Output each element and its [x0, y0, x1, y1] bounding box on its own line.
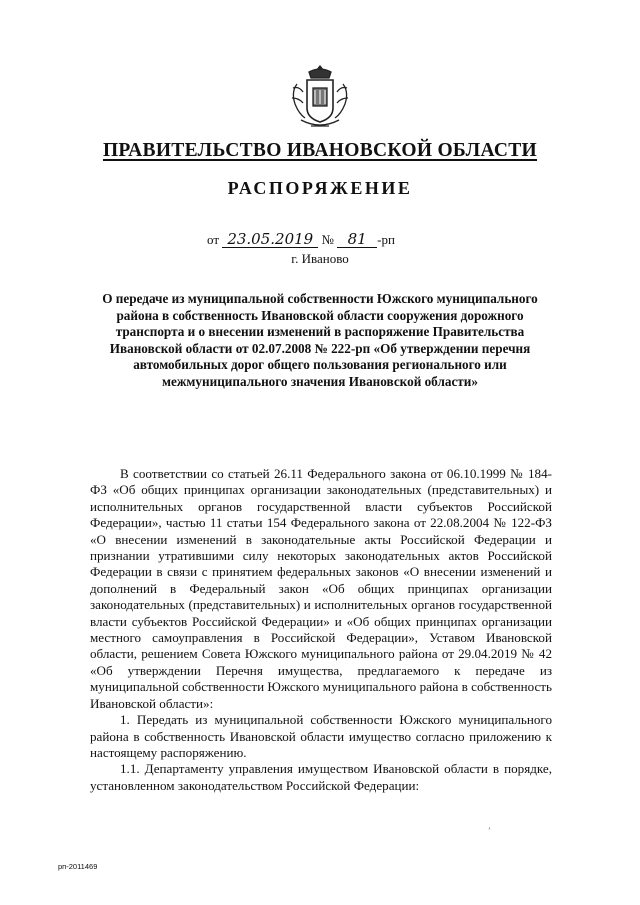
- scan-mark: ’: [488, 826, 491, 835]
- city-name: г. Иваново: [291, 251, 349, 266]
- number-prefix: №: [321, 232, 334, 247]
- date-prefix: от: [207, 232, 220, 247]
- footer-code: рп-2011469: [58, 862, 98, 871]
- coat-of-arms-emblem: [289, 62, 351, 132]
- date-number-line: [207, 231, 395, 248]
- item-1-1-paragraph: 1.1. Департаменту управления имуществом Ивановской области в порядке, установленном законодательством Российской Федерации:: [90, 761, 552, 793]
- handwritten-date: 23.05.2019: [222, 231, 318, 248]
- item-1-paragraph: 1. Передать из муниципальной собственности Южского муниципального района в собственность Ивановской области имущество согласно приложению к настоящему распоряжению.: [90, 712, 552, 760]
- document-type-heading: РАСПОРЯЖЕНИЕ: [227, 178, 413, 198]
- document-body: [90, 466, 552, 794]
- handwritten-number: 81: [337, 231, 377, 248]
- document-title: О передаче из муниципальной собственности Южского муниципального района в собственность Ивановской области сооружения дорожного транспорта и о внесении изменений в распоряжение Правительства Ивановской области от 02.07.2008 № 222-рп «Об утверждении перечня автомобильных дорог общего пользования регионального или межмуниципального значения Ивановской области»: [102, 291, 538, 389]
- government-name: ПРАВИТЕЛЬСТВО ИВАНОВСКОЙ ОБЛАСТИ: [102, 140, 538, 161]
- government-name-heading: [0, 140, 640, 162]
- preamble-paragraph: В соответствии со статьей 26.11 Федерального закона от 06.10.1999 № 184-ФЗ «Об общих принципах организации законодательных (представительных) и исполнительных органов государственной власти субъектов Российской Федерации», частью 11 статьи 154 Федерального закона от 22.08.2004 № 122-ФЗ «О внесении изменений в законодательные акты Российской Федерации и признании утратившими силу некоторых законодательных актов Российской Федерации в связи с принятием федеральных законов «О внесении изменений и дополнений в Федеральный закон «Об общих принципах организации законодательных (представительных) и исполнительных органов государственной власти субъектов Российской Федерации» и «Об общих принципах организации местного самоуправления в Российской Федерации», Уставом Ивановской области, решением Совета Южского муниципального района от 29.04.2019 № 42 «Об утверждении Перечня имущества, предлагаемого к передаче из муниципальной собственности Южского муниципального района в собственность Ивановской области»:: [90, 466, 552, 711]
- number-suffix: -рп: [377, 232, 395, 247]
